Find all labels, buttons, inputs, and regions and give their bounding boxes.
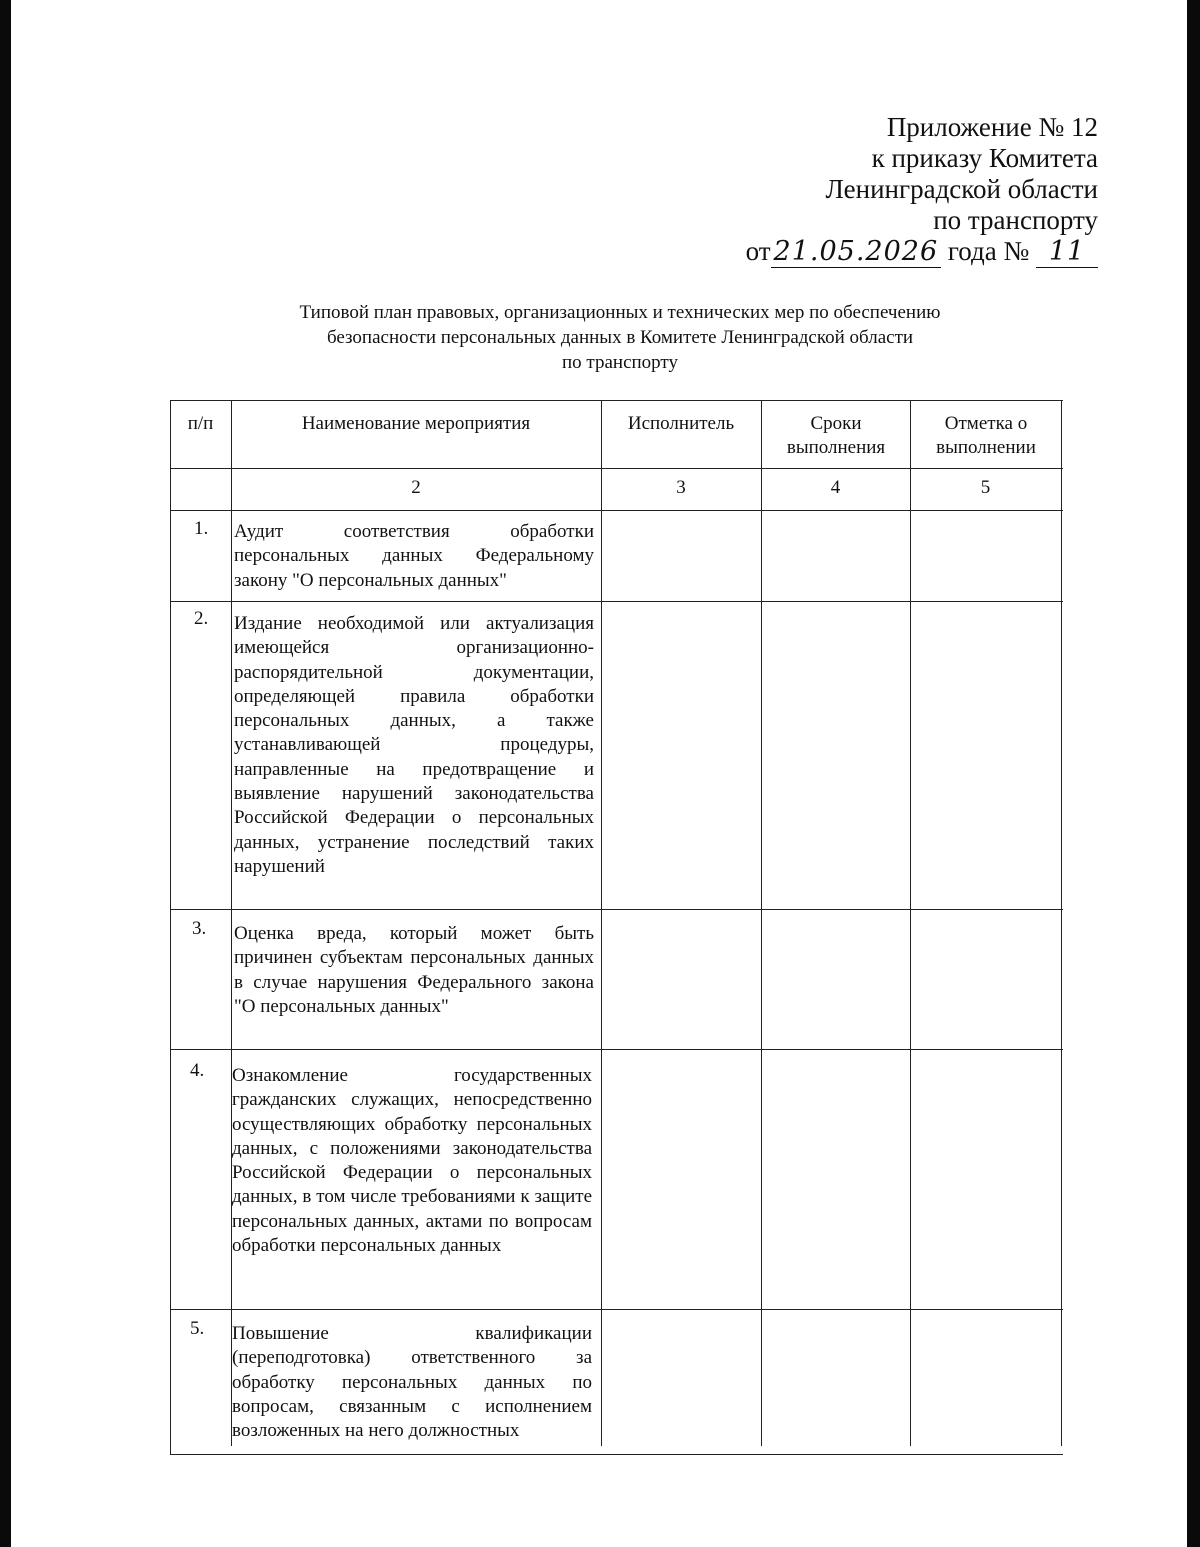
row-2-number: 2.	[194, 608, 209, 629]
column-number-2: 2	[411, 477, 421, 498]
row-1-bottom-line	[170, 601, 1063, 602]
measures-table	[170, 400, 1063, 1455]
date-prefix: от	[745, 236, 771, 266]
row-1-measure: Аудит соответствия обработки персональных данных Федеральному закону "О персональных данных"	[234, 521, 594, 591]
title-line-1: Типовой план правовых, организационных и технических мер по обеспечению	[299, 302, 941, 323]
column-divider-2	[601, 400, 602, 1446]
scan-edge-left	[0, 0, 11, 1547]
order-reference: к приказу Комитета	[871, 143, 1098, 173]
row-4-number: 4.	[190, 1060, 205, 1081]
column-divider-4	[910, 400, 911, 1446]
region-name: Ленинградской области	[825, 174, 1098, 204]
numbers-row-bottom-line	[170, 510, 1063, 511]
row-3-number: 3.	[192, 918, 207, 939]
row-2-bottom-line	[170, 909, 1063, 910]
column-number-4: 4	[830, 477, 841, 498]
row-4-measure: Ознакомление государственных гражданских служащих, непосредственно осуществляющих обработку персональных данных, с положениями законодательства Российской Федерации о персональных данных, в том числе требованиями к защите персональных данных, актами по вопросам обработки персональных данных	[232, 1065, 592, 1257]
header-completion-mark: Отметка о выполнении	[936, 413, 1036, 458]
header-deadline: Сроки выполнения	[786, 413, 886, 458]
title-line-3: по транспорту	[562, 352, 678, 373]
header-executor: Исполнитель	[627, 413, 735, 434]
row-3-measure: Оценка вреда, который может быть причинен субъектам персональных данных в случае нарушения Федерального закона "О персональных данных"	[234, 923, 594, 1017]
scan-edge-right	[1187, 0, 1200, 1547]
handwritten-order-number: 11	[1048, 236, 1086, 267]
date-underline	[771, 236, 942, 268]
column-number-5: 5	[980, 477, 991, 498]
column-divider-3	[761, 400, 762, 1446]
header-bottom-line	[170, 468, 1063, 469]
column-divider-1	[231, 400, 232, 1446]
header-measure-name: Наименование мероприятия	[301, 413, 531, 434]
row-5-measure: Повышение квалификации (переподготовка) ответственного за обработку персональных данных по вопросам, связанным с исполнением возложенных на него должностных	[232, 1323, 592, 1442]
title-line-2: безопасности персональных данных в Комитете Ленинградской области	[326, 327, 914, 348]
handwritten-date: 21.05.2026	[773, 236, 939, 267]
order-date-line	[746, 236, 1098, 268]
column-number-3: 3	[676, 477, 686, 498]
order-number-underline	[1036, 236, 1098, 268]
appendix-header	[746, 112, 1098, 268]
document-title	[150, 300, 1090, 375]
table-bottom-border	[170, 1454, 1063, 1455]
row-1-number: 1.	[194, 518, 209, 539]
table-border-right	[1061, 400, 1062, 1446]
year-number-label: года №	[947, 236, 1030, 266]
row-5-number: 5.	[190, 1318, 205, 1339]
table-border-left	[170, 400, 171, 1455]
row-4-bottom-line	[170, 1309, 1063, 1310]
table-top-border	[170, 400, 1063, 401]
row-3-bottom-line	[170, 1049, 1063, 1050]
header-pp: п/п	[187, 413, 214, 434]
appendix-number: Приложение № 12	[886, 112, 1098, 142]
row-2-measure: Издание необходимой или актуализация имеющейся организационно-распорядительной документации, определяющей правила обработки персональных данных, а также устанавливающей процедуры, направленные на предотвращение и выявление нарушений законодательства Российской Федерации о персональных данных, устранение последствий таких нарушений	[234, 613, 594, 877]
committee-domain: по транспорту	[933, 205, 1098, 235]
